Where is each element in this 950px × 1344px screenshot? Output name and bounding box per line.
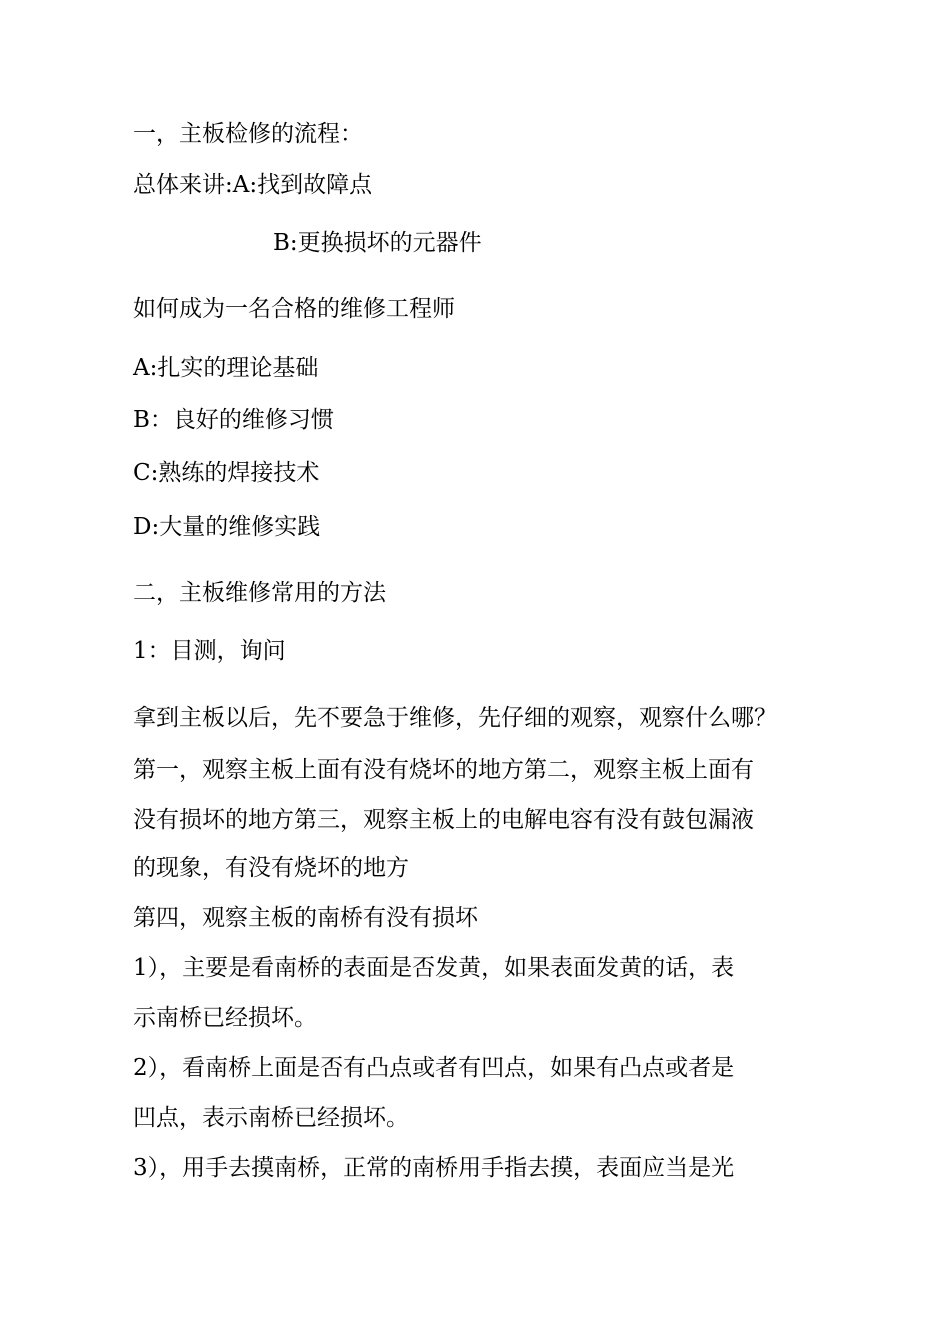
paragraph-line: 示南桥已经损坏。 — [133, 1005, 317, 1031]
paragraph-line: 的现象，有没有烧坏的地方 — [133, 855, 409, 881]
list-item: A:扎实的理论基础 — [133, 355, 319, 381]
paragraph-line: 1），主要是看南桥的表面是否发黄，如果表面发黄的话，表 — [133, 955, 735, 981]
heading-section-2: 二，主板维修常用的方法 — [133, 580, 386, 606]
paragraph-line: 第四，观察主板的南桥有没有损坏 — [133, 905, 478, 931]
paragraph-line: 凹点，表示南桥已经损坏。 — [133, 1105, 409, 1131]
text-line: 如何成为一名合格的维修工程师 — [133, 296, 455, 322]
paragraph-line: 没有损坏的地方第三，观察主板上的电解电容有没有鼓包漏液 — [133, 807, 754, 833]
paragraph-line: 3），用手去摸南桥，正常的南桥用手指去摸，表面应当是光 — [133, 1155, 735, 1181]
paragraph-line: 第一，观察主板上面有没有烧坏的地方第二，观察主板上面有 — [133, 757, 754, 783]
list-item: C:熟练的焊接技术 — [133, 460, 320, 486]
subheading: 1：目测，询问 — [133, 638, 286, 664]
list-item: D:大量的维修实践 — [133, 514, 321, 540]
text-line-indented: B:更换损坏的元器件 — [273, 230, 482, 256]
paragraph-line: 2），看南桥上面是否有凸点或者有凹点，如果有凸点或者是 — [133, 1055, 735, 1081]
heading-section-1: 一，主板检修的流程： — [133, 121, 363, 147]
paragraph-line: 拿到主板以后，先不要急于维修，先仔细的观察，观察什么哪？ — [133, 705, 777, 731]
text-line: 总体来讲:A:找到故障点 — [133, 172, 373, 198]
list-item: B：良好的维修习惯 — [133, 407, 334, 433]
